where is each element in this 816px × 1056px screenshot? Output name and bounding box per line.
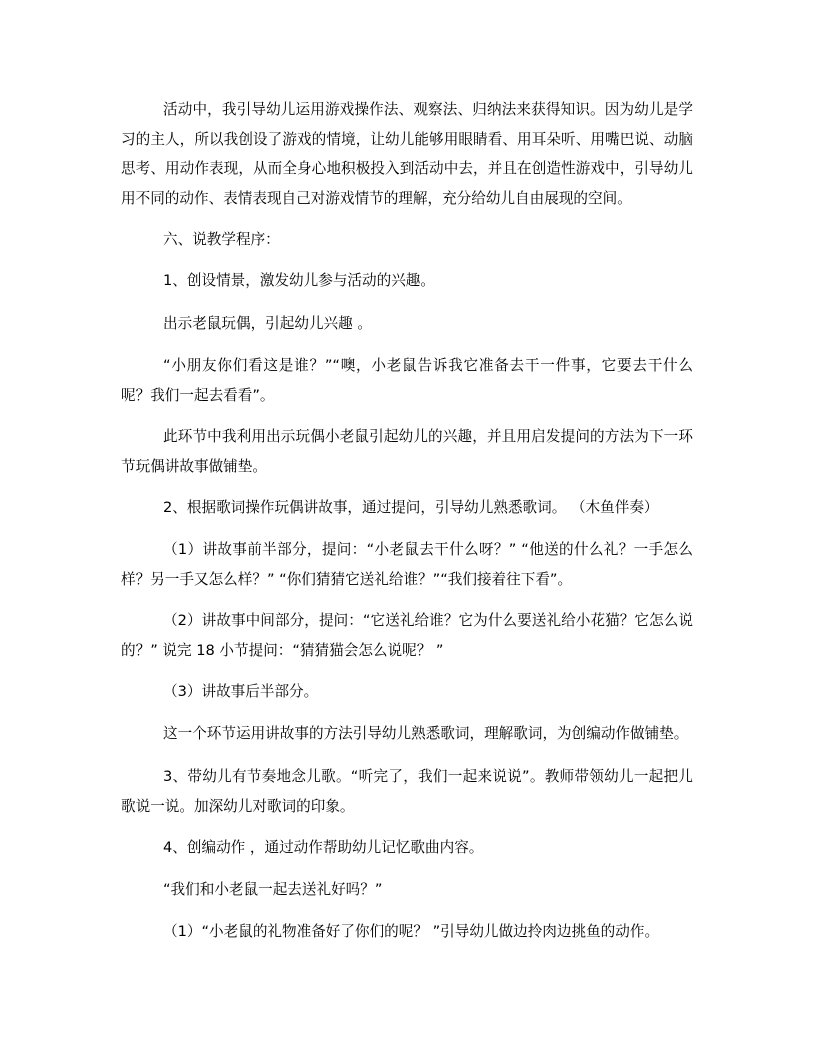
paragraph-show-mouse-puppet: 出示老鼠玩偶，引起幼儿兴趣 。 (163, 315, 372, 332)
paragraph-activity-methods: 活动中，我引导幼儿运用游戏操作法、观察法、归纳法来获得知识。因为幼儿是学习的主人，所以我创设了游戏的情境，让幼儿能够用眼睛看、用耳朵听、用嘴巴说、动脑思考、用动作表现，从而全身心地积极投入到活动中去，并且在创造性游戏中，引导幼儿用不同的动作、表情表现自己对游戏情节的理解，充分给幼儿自由展现的空间。 (121, 101, 693, 207)
step-2-heading: 2、根据歌词操作玩偶讲故事，通过提问，引导幼儿熟悉歌词。 （木鱼伴奏） (163, 499, 659, 516)
paragraph-step-2-summary: 这一个环节运用讲故事的方法引导幼儿熟悉歌词，理解歌词，为创编动作做铺垫。 (163, 725, 689, 742)
paragraph-story-last-part: （3）讲故事后半部分。 (163, 683, 319, 700)
paragraph-story-middle-part: （2）讲故事中间部分，提问：“它送礼给谁？它为什么要送礼给小花猫？它怎么说的？” 说完 18 小节提问：“猜猜猫会怎么说呢？ ” (121, 612, 693, 659)
paragraph-story-first-part: （1）讲故事前半部分，提问：“小老鼠去干什么呀？” “他送的什么礼？一手怎么样？另一手又怎么样？” “你们猜猜它送礼给谁？”“我们接着往下看”。 (121, 541, 693, 588)
paragraph-send-gift-question: “我们和小老鼠一起去送礼好吗？” (163, 881, 383, 898)
step-1-heading: 1、创设情景，激发幼儿参与活动的兴趣。 (163, 272, 435, 289)
paragraph-opening-dialogue: “小朋友你们看这是谁？”“噢，小老鼠告诉我它准备去干一件事，它要去干什么呢？我们一起去看看”。 (121, 357, 693, 404)
step-3-heading: 3、带幼儿有节奏地念儿歌。“听完了，我们一起来说说”。教师带领幼儿一起把儿歌说一说。加深幼儿对歌词的印象。 (121, 768, 693, 815)
paragraph-gift-ready-action: （1）“小老鼠的礼物准备好了你们的呢？ ”引导幼儿做边拎肉边挑鱼的动作。 (163, 923, 660, 940)
paragraph-step-1-summary: 此环节中我利用出示玩偶小老鼠引起幼儿的兴趣，并且用启发提问的方法为下一环节玩偶讲故事做铺垫。 (121, 428, 693, 475)
step-4-heading: 4、创编动作 ，通过动作帮助幼儿记忆歌曲内容。 (163, 839, 484, 856)
section-heading-teaching-procedure: 六、说教学程序： (163, 231, 280, 248)
